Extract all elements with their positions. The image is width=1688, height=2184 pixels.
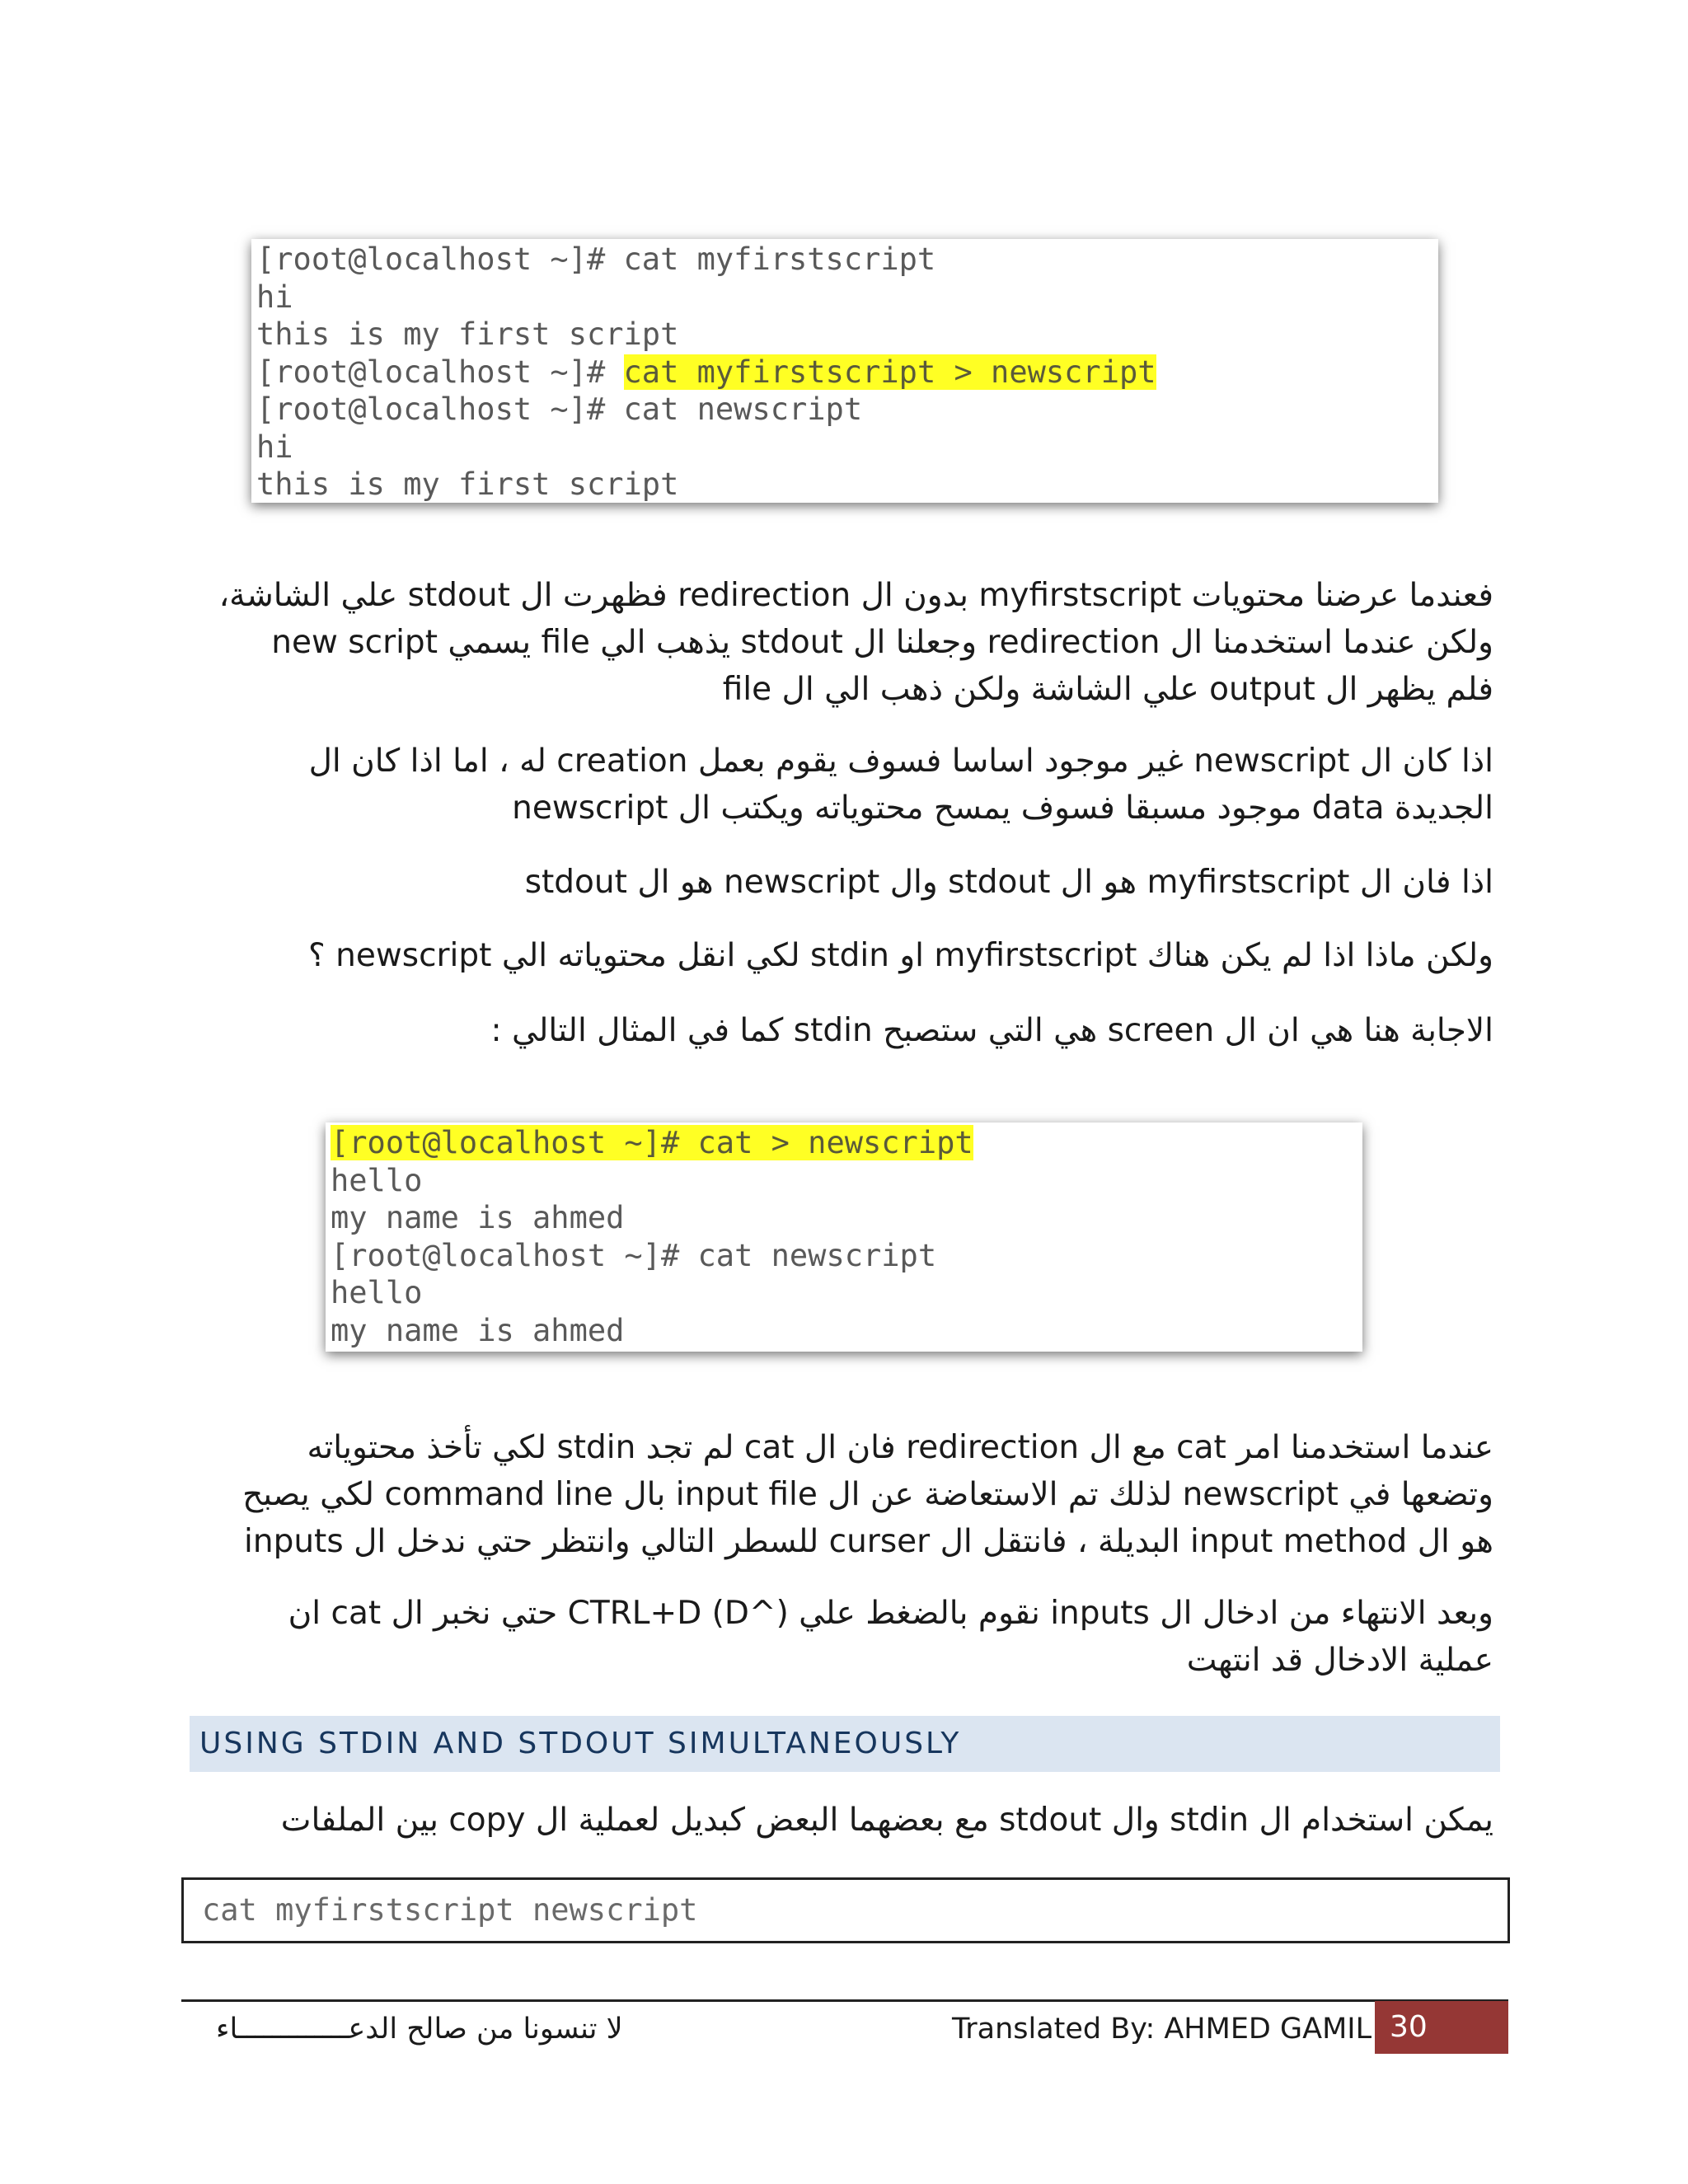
paragraph-line: عملية الادخال قد انتهت (1186, 1642, 1493, 1679)
paragraph-line: وبعد الانتهاء من ادخال ال inputs نقوم بالضغط علي (^D) CTRL+D حتي نخبر ال cat ان (288, 1595, 1493, 1632)
terminal-line: hello (331, 1275, 423, 1310)
paragraph-line: عندما استخدمنا امر cat مع ال redirection فان ال cat لم تجد stdin لكي تأخذ محتوياته (307, 1429, 1493, 1466)
footer-divider (181, 1999, 1508, 2002)
terminal-screenshot-1 (251, 239, 1438, 503)
code-block: cat myfirstscript newscript (181, 1877, 1510, 1943)
paragraph-cat-stdin (158, 1424, 1493, 1565)
paragraph-line: اذا كان ال newscript غير موجود اساسا فسوف يقوم بعمل creation له ، اما اذا كان ال (308, 743, 1493, 780)
paragraph-stdout-summary (175, 859, 1493, 906)
paragraph-ctrl-d (158, 1590, 1493, 1684)
terminal-line: [root@localhost ~]# cat newscript (331, 1237, 937, 1273)
paragraph-line: ولكن عندما استخدمنا ال redirection وجعلنا ال stdout يذهب الي file يسمي new script (271, 624, 1493, 661)
paragraph-redirection-explained (175, 572, 1493, 713)
terminal-line: [root@localhost ~]# cat myfirstscript (256, 241, 936, 277)
page-number: 30 (1375, 2001, 1508, 2054)
paragraph-file-creation (175, 738, 1493, 832)
terminal-line: this is my first script (256, 316, 679, 352)
terminal-line: my name is ahmed (331, 1312, 625, 1348)
terminal-screenshot-2 (326, 1122, 1362, 1352)
paragraph-line: وتضعها في newscript لذلك تم الاستعاضة عن ال input file بال command line لكي يصبح (242, 1476, 1493, 1513)
terminal-line: my name is ahmed (331, 1200, 625, 1235)
paragraph-answer (175, 1007, 1493, 1054)
terminal-line-highlighted (331, 1124, 1357, 1162)
highlighted-command: cat myfirstscript > newscript (623, 354, 1156, 390)
footer-dedication: لا تنسونا من صالح الدعـــــــــــــاء (216, 2013, 623, 2046)
terminal-line: this is my first script (256, 466, 679, 502)
paragraph-line: يمكن استخدام ال stdin وال stdout مع بعضهما البعض كبديل لعملية ال copy بين الملفات (280, 1802, 1493, 1839)
paragraph-line: هو ال input method البديلة ، فانتقل ال curser للسطر التالي وانتظر حتي ندخل ال inputs (244, 1523, 1493, 1560)
paragraph-line: اذا فان ال myfirstscript هو ال stdout وال newscript هو ال stdout (524, 864, 1493, 901)
terminal-prompt: [root@localhost ~]# (256, 354, 624, 390)
paragraph-line: newscript موجود مسبقا فسوف يمسح محتوياته ويكتب ال data الجديدة (512, 790, 1493, 827)
paragraph-section-intro (158, 1797, 1493, 1844)
terminal-line: hello (331, 1162, 423, 1198)
paragraph-question (175, 932, 1493, 979)
terminal-line: hi (256, 429, 293, 465)
section-heading: USING STDIN AND STDOUT SIMULTANEOUSLY (190, 1716, 1500, 1772)
terminal-line-highlighted (256, 354, 1433, 391)
highlighted-command: [root@localhost ~]# cat > newscript (331, 1125, 973, 1160)
terminal-line: [root@localhost ~]# cat newscript (256, 391, 863, 427)
terminal-line: hi (256, 279, 293, 315)
paragraph-line: فعندما عرضنا محتويات myfirstscript بدون ال redirection فظهرت ال stdout علي الشاشة، (218, 577, 1493, 614)
paragraph-line: الاجابة هنا هي ان ال screen هي التي ستصبح stdin كما في المثال التالي : (490, 1012, 1493, 1049)
footer-translator: Translated By: AHMED GAMIL (952, 2013, 1372, 2046)
paragraph-line: فلم يظهر ال output علي الشاشة ولكن ذهب الي ال file (722, 671, 1493, 708)
paragraph-line: ولكن ماذا اذا لم يكن هناك myfirstscript او stdin لكي انقل محتوياته الي newscript ؟ (308, 937, 1493, 974)
